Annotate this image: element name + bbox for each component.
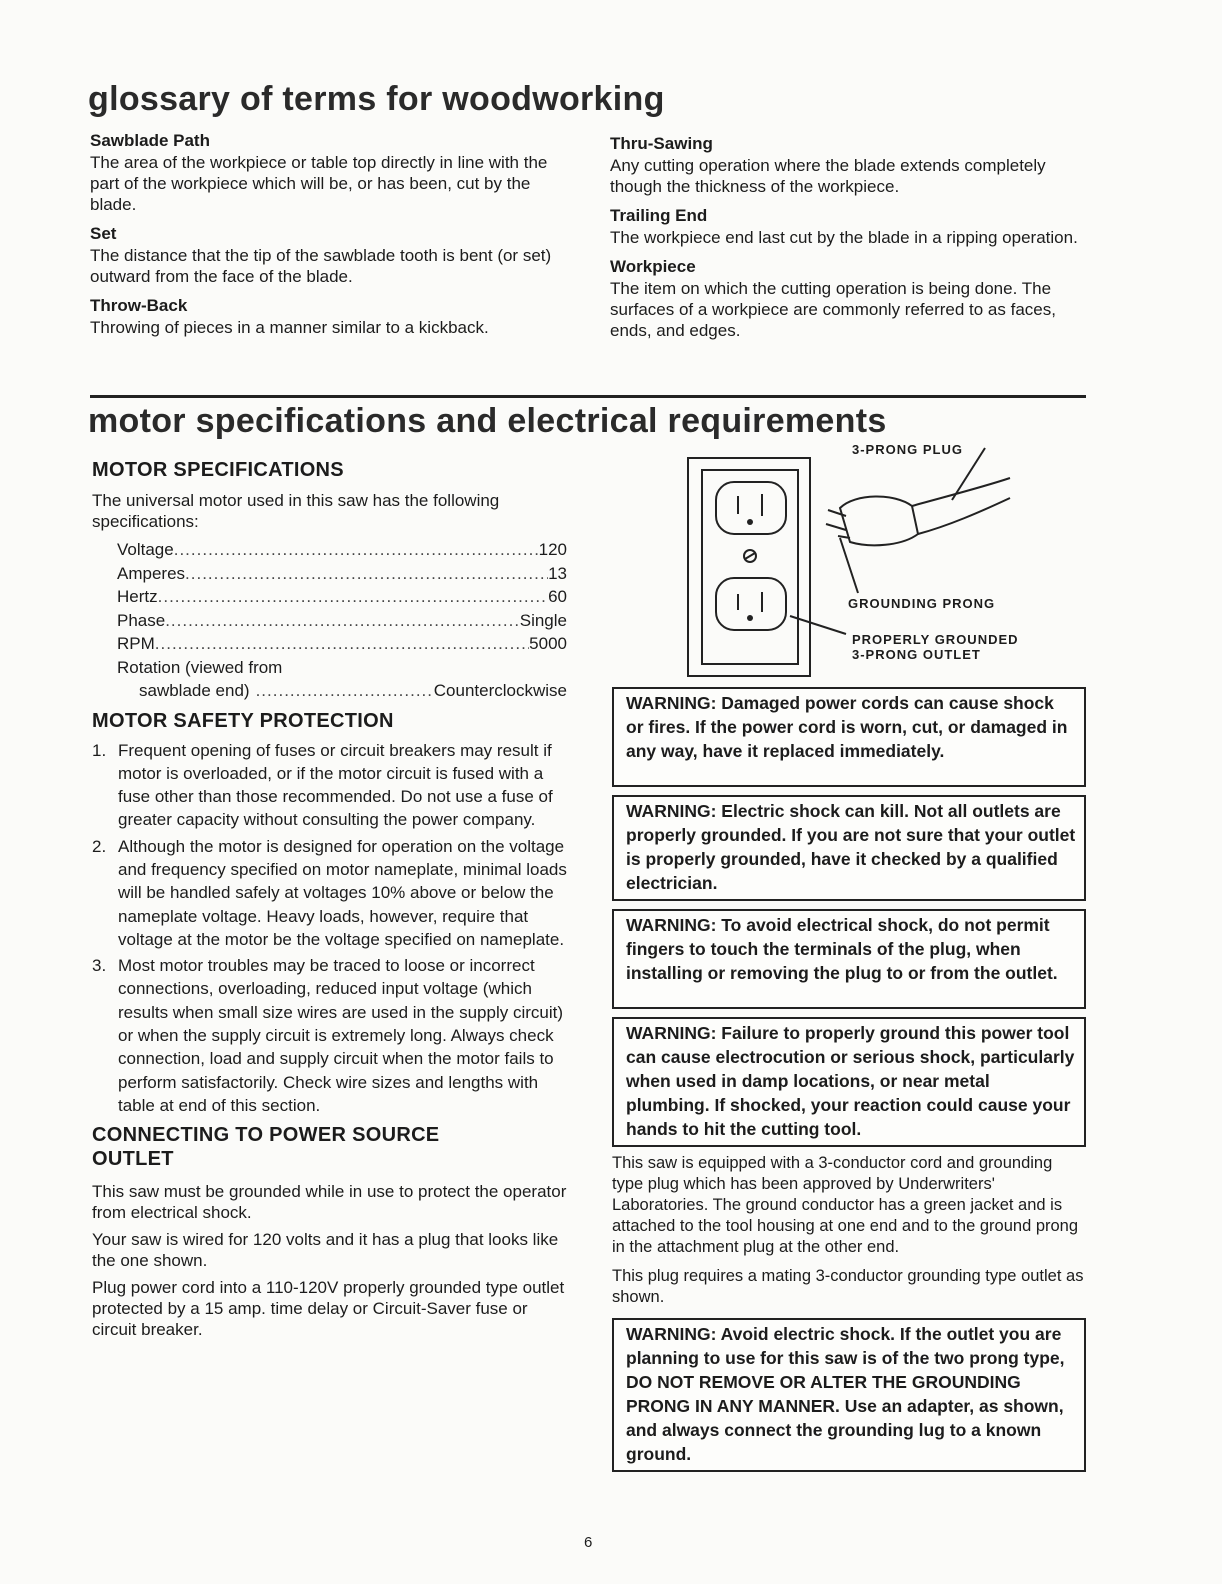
warning-box: WARNING: To avoid electrical shock, do not permit fingers to touch the terminals of the plug, when installing or removing the plug to or from the outlet.: [612, 909, 1086, 1009]
spec-row-rpm: [117, 632, 567, 656]
motor-specs-heading: MOTOR SPECIFICATIONS: [92, 459, 344, 481]
outlet-plug-figure: [680, 438, 1100, 678]
glossary-definition: The workpiece end last cut by the blade in a ripping operation.: [610, 228, 1078, 247]
motor-section-title: motor specifications and electrical requirements: [88, 402, 887, 440]
warning-box: WARNING: Failure to properly ground this power tool can cause electrocution or serious shock, particularly when used in damp locations, or near metal plumbing. If shocked, your reaction could cause your hands to hit the cutting tool.: [612, 1017, 1086, 1147]
motor-spec-list: [92, 538, 567, 703]
motor-safety-list: [92, 739, 570, 1118]
spec-row-voltage: [117, 538, 567, 562]
glossary-definition: Throwing of pieces in a manner similar to a kickback.: [90, 318, 489, 337]
warning-box: WARNING: Electric shock can kill. Not all outlets are properly grounded. If you are not sure that your outlet is properly grounded, have it checked by a qualified electrician.: [612, 795, 1086, 901]
glossary-definition: The area of the workpiece or table top directly in line with the part of the workpiece which will be, or has been, cut by the blade.: [90, 153, 548, 214]
spec-row-rotation: [117, 679, 567, 703]
glossary-definition: The item on which the cutting operation is being done. The surfaces of a workpiece are commonly referred to as faces, ends, and edges.: [610, 279, 1056, 340]
motor-safety-heading: MOTOR SAFETY PROTECTION: [92, 709, 394, 732]
list-item: 3. Most motor troubles may be traced to loose or incorrect connections, overloading, reduced input voltage (which results when small size wires are used in the supply circuit) or when the supply circuit is extremely long. Always check connection, load and supply circuit when the motor fails to perform satisfactorily. Check wire sizes and lengths with table at end of this section.: [92, 956, 564, 1115]
spec-value: 13: [548, 563, 567, 583]
glossary-right-column: [610, 133, 1088, 345]
spec-label: Phase: [117, 610, 166, 630]
glossary-term: Sawblade Path: [90, 131, 210, 150]
grounding-paragraph: This plug requires a mating 3-conductor grounding type outlet as shown.: [612, 1267, 1084, 1306]
warning-box: WARNING: Damaged power cords can cause shock or fires. If the power cord is worn, cut, or damaged in any way, have it replaced immediately.: [612, 687, 1086, 787]
warning-box-final: WARNING: Avoid electric shock. If the outlet you are planning to use for this saw is of the two prong type, DO NOT REMOVE OR ALTER THE GROUNDING PRONG IN ANY MANNER. Use an adapter, as shown, and always connect the grounding lug to a known ground.: [612, 1318, 1086, 1472]
page-number: 6: [584, 1534, 593, 1551]
glossary-definition: The distance that the tip of the sawblade tooth is bent (or set) outward from the face of the blade.: [90, 246, 552, 286]
connecting-heading: CONNECTING TO POWER SOURCE OUTLET: [92, 1124, 440, 1171]
warnings-column: [612, 687, 1086, 1472]
spec-value: 60: [548, 587, 567, 606]
spec-row-amperes: [117, 562, 567, 586]
outlet-label: PROPERLY GROUNDED 3-PRONG OUTLET: [852, 632, 1019, 662]
list-item: 2. Although the motor is designed for operation on the voltage and frequency specified on motor nameplate, minimal loads will be handled safely at voltages 10% above or below the nameplate voltage. Heavy loads, however, require that voltage at the motor be the voltage specified on nameplate.: [92, 836, 567, 949]
glossary-term: Workpiece: [610, 257, 696, 276]
list-item: 1. Frequent opening of fuses or circuit breakers may result if motor is overloaded, or if the motor circuit is fused with a fuse other than those recommended. Do not use a fuse of greater capacity without consulting the power company.: [92, 740, 553, 830]
connecting-paragraph: This saw must be grounded while in use to protect the operator from electrical shock.: [92, 1182, 567, 1223]
spec-value: 5000: [529, 634, 567, 653]
spec-value: Counterclockwise: [433, 681, 567, 700]
spec-label: Amperes: [117, 563, 186, 583]
spec-value: Single: [519, 610, 567, 630]
connecting-paragraph: Plug power cord into a 110-120V properly grounded type outlet protected by a 15 amp. time delay or Circuit-Saver fuse or circuit breaker.: [92, 1278, 565, 1340]
motor-left-column: [92, 458, 570, 1340]
spec-label: Rotation (viewed from: [117, 657, 283, 677]
spec-row-hertz: [117, 585, 567, 609]
plug-label: 3-PRONG PLUG: [852, 442, 963, 457]
connecting-paragraph: Your saw is wired for 120 volts and it has a plug that looks like the one shown.: [92, 1230, 559, 1271]
grounding-prong-label: GROUNDING PRONG: [848, 596, 996, 611]
motor-specs-intro: The universal motor used in this saw has the following specifications:: [92, 491, 500, 531]
spec-value: 120: [538, 540, 567, 559]
glossary-term: Trailing End: [610, 206, 708, 225]
glossary-definition: Any cutting operation where the blade extends completely though the thickness of the workpiece.: [610, 156, 1046, 196]
spec-label: sawblade end): [139, 681, 250, 700]
glossary-term: Set: [90, 224, 117, 243]
section-divider: [90, 395, 1086, 398]
spec-row-rotation-label: [117, 656, 567, 680]
glossary-term: Thru-Sawing: [610, 134, 713, 153]
spec-label: Hertz: [117, 587, 158, 606]
glossary-term: Throw-Back: [90, 296, 188, 315]
glossary-left-column: [90, 130, 568, 342]
grounding-paragraph: This saw is equipped with a 3-conductor cord and grounding type plug which has been approved by Underwriters' Laboratories. The ground conductor has a green jacket and is attached to the tool housing at one end and to the ground prong in the attachment plug at the other end.: [612, 1154, 1079, 1256]
spec-label: RPM: [117, 634, 155, 653]
spec-row-phase: [117, 609, 567, 633]
spec-label: Voltage: [117, 540, 174, 559]
glossary-title: glossary of terms for woodworking: [88, 80, 665, 118]
